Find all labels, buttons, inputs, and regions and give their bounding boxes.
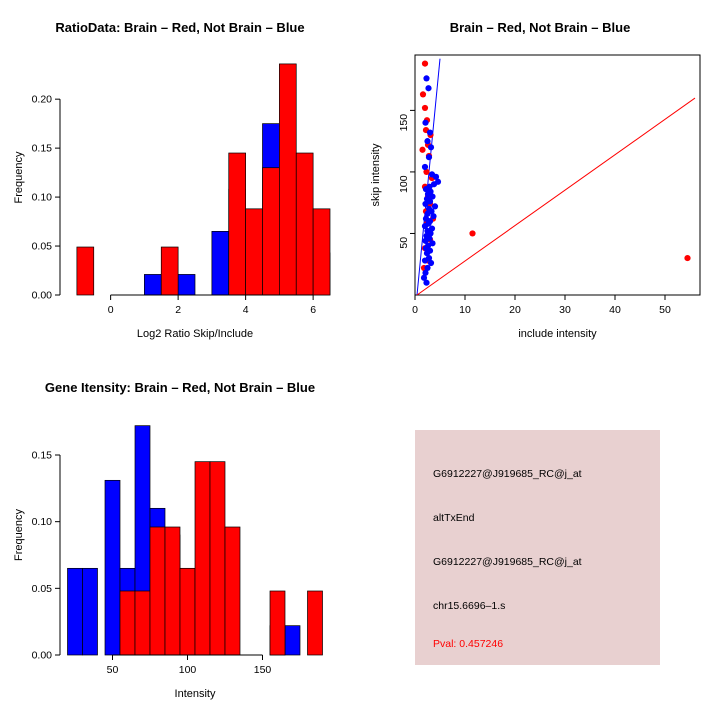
histogram-bar — [296, 153, 313, 295]
histogram-bar — [165, 527, 180, 655]
ratio-histogram-title: RatioData: Brain – Red, Not Brain – Blue — [55, 20, 305, 35]
scatter-title: Brain – Red, Not Brain – Blue — [449, 20, 631, 35]
x-tick-label: 4 — [242, 304, 249, 316]
histogram-bar — [229, 153, 246, 295]
y-axis-label: skip intensity — [370, 143, 382, 207]
panel-scatter — [360, 0, 720, 360]
histogram-bar — [83, 568, 98, 655]
y-tick-label: 100 — [398, 175, 410, 193]
histogram-bar — [120, 591, 135, 655]
histogram-bar — [263, 168, 280, 295]
x-tick-label: 20 — [509, 304, 521, 316]
y-tick-label: 0.05 — [31, 582, 52, 595]
histogram-bar — [285, 626, 300, 655]
scatter-point — [684, 255, 690, 261]
info-panel — [415, 430, 660, 665]
scatter-point — [424, 138, 430, 144]
y-tick-label: 0.10 — [31, 191, 52, 204]
gene-histogram-title: Gene Itensity: Brain – Red, Not Brain – Blue — [44, 380, 316, 395]
scatter-content — [417, 59, 695, 295]
gene-histogram-plot — [0, 360, 360, 720]
histogram-bar — [144, 274, 161, 295]
plot-frame — [415, 55, 700, 295]
info-gene-id: G6912227@J919685_RC@j_at — [433, 556, 582, 568]
histogram-bar — [135, 591, 150, 655]
histogram-bar — [308, 591, 323, 655]
histogram-bars — [68, 426, 323, 655]
info-event-type: altTxEnd — [433, 512, 475, 524]
x-tick-label: 0 — [107, 304, 114, 316]
histogram-bar — [195, 462, 210, 655]
scatter-point — [427, 129, 433, 135]
y-axis-label: Frequency — [13, 509, 25, 561]
info-pval: Pval: 0.457246 — [433, 638, 504, 650]
x-tick-label: 30 — [559, 304, 571, 316]
panel-ratio-histogram — [0, 0, 360, 360]
ratio-histogram-plot — [0, 0, 360, 360]
scatter-point — [423, 280, 429, 286]
histogram-bar — [225, 527, 240, 655]
histogram-bar — [279, 64, 296, 295]
x-axis-label: Intensity — [174, 688, 216, 700]
histogram-bar — [150, 527, 165, 655]
panel-gene-histogram — [0, 360, 360, 720]
scatter-point — [422, 61, 428, 67]
info-probeset-id: G6912227@J919685_RC@j_at — [433, 468, 582, 480]
histogram-bar — [77, 247, 94, 295]
y-tick-label: 150 — [398, 113, 410, 132]
scatter-point — [422, 257, 428, 263]
histogram-bars — [77, 64, 330, 295]
histogram-bar — [161, 247, 178, 295]
red-line — [417, 98, 695, 295]
info-location: chr15.6696–1.s — [433, 600, 506, 612]
x-tick-label: 50 — [659, 304, 671, 316]
x-tick-label: 10 — [459, 304, 471, 316]
histogram-bar — [212, 231, 229, 295]
histogram-bar — [313, 209, 330, 295]
x-axis-label: Log2 Ratio Skip/Include — [136, 328, 254, 340]
scatter-point — [422, 105, 428, 111]
x-tick-label: 2 — [175, 304, 182, 316]
x-tick-label: 0 — [412, 304, 418, 316]
x-tick-label: 100 — [178, 664, 197, 676]
x-tick-label: 50 — [106, 664, 119, 676]
y-tick-label: 0.00 — [31, 649, 52, 662]
x-axis-label: include intensity — [518, 328, 597, 340]
y-tick-label: 50 — [398, 236, 410, 249]
y-axis-label: Frequency — [13, 151, 25, 204]
scatter-point — [419, 147, 425, 153]
y-tick-label: 0.00 — [31, 289, 52, 302]
scatter-point — [425, 85, 431, 91]
scatter-plot — [360, 0, 720, 360]
histogram-bar — [180, 568, 195, 655]
histogram-bar — [68, 568, 83, 655]
scatter-point — [428, 144, 434, 150]
y-tick-label: 0.10 — [31, 516, 52, 529]
scatter-point — [420, 91, 426, 97]
histogram-bar — [105, 480, 120, 655]
x-tick-label: 6 — [310, 304, 317, 316]
y-tick-label: 0.20 — [31, 93, 52, 106]
histogram-bar — [270, 591, 285, 655]
histogram-bar — [178, 274, 195, 295]
y-tick-label: 0.15 — [31, 142, 52, 155]
y-tick-label: 0.05 — [31, 240, 52, 253]
scatter-point — [469, 230, 475, 236]
scatter-point — [426, 154, 432, 160]
scatter-point — [423, 75, 429, 81]
histogram-bar — [246, 209, 263, 295]
histogram-bar — [210, 462, 225, 655]
x-tick-label: 40 — [609, 304, 621, 316]
scatter-point — [422, 164, 428, 170]
x-tick-label: 150 — [253, 664, 272, 676]
scatter-point — [422, 120, 428, 126]
y-tick-label: 0.15 — [31, 449, 52, 462]
